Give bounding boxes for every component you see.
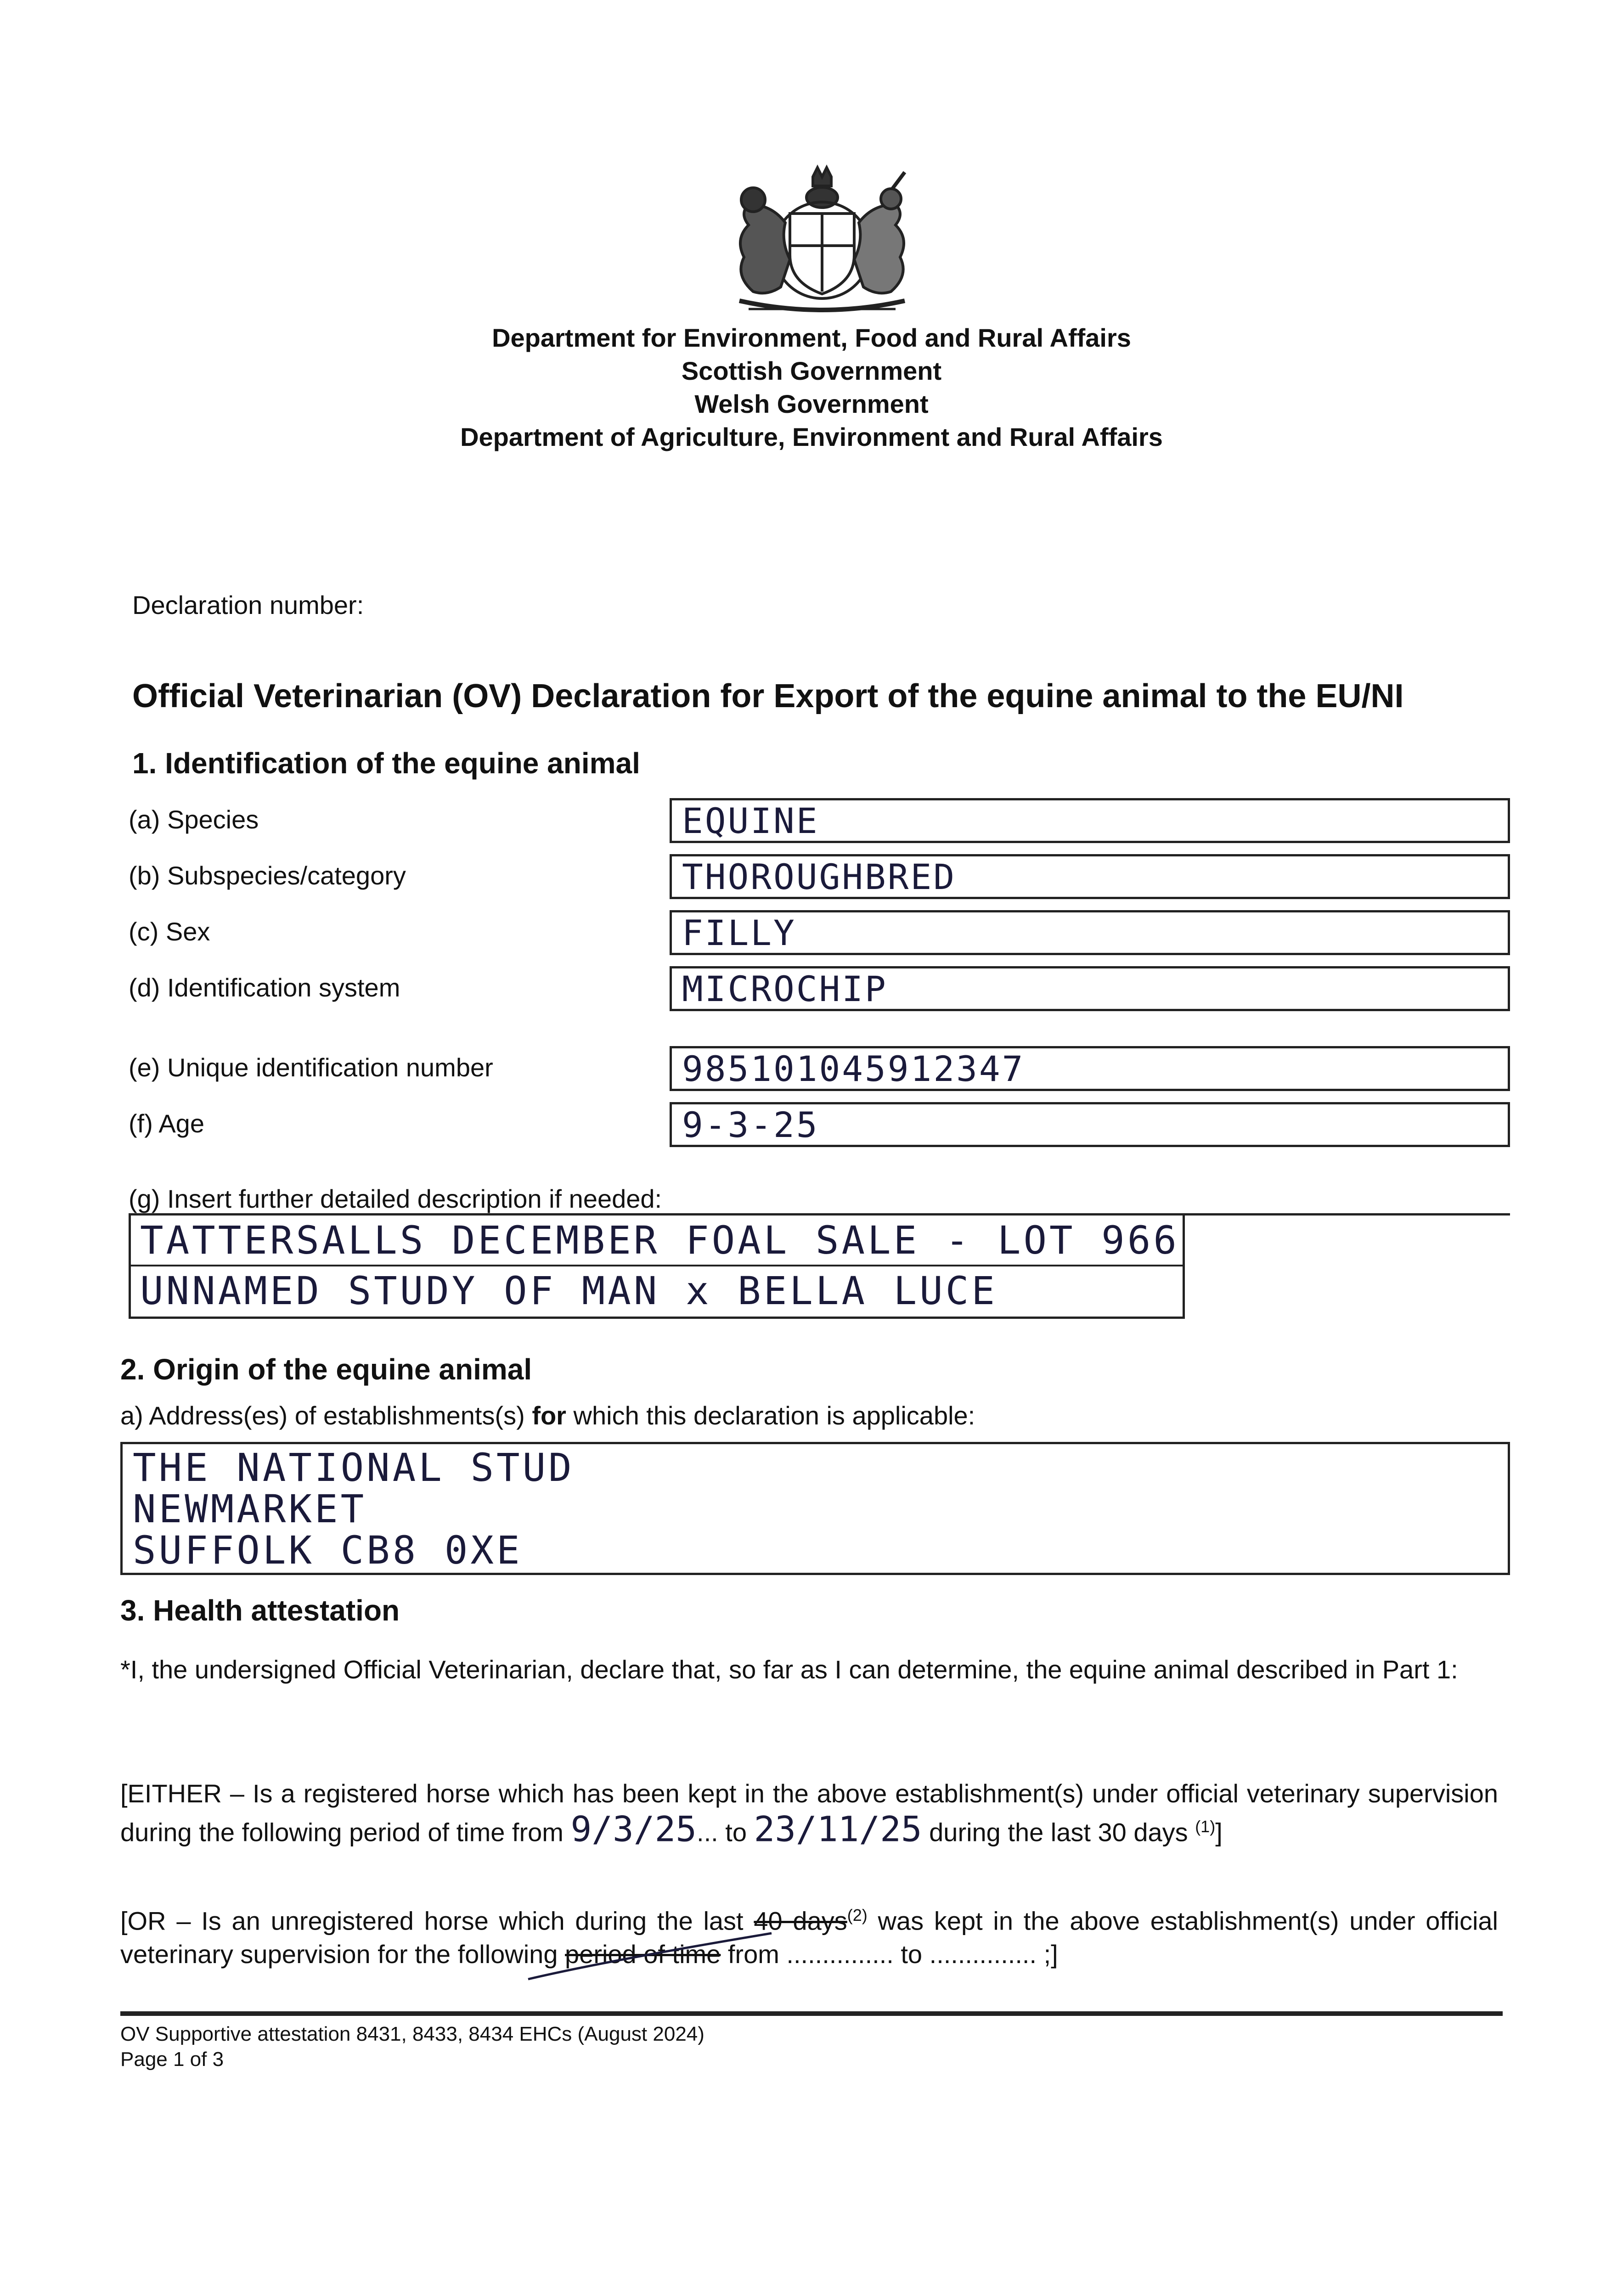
address-line-1: THE NATIONAL STUD xyxy=(133,1445,575,1490)
sex-field[interactable]: FILLY xyxy=(670,910,1510,955)
organisation-name-scottish-gov: Scottish Government xyxy=(681,356,942,385)
struck-40-days: 40 days xyxy=(754,1906,847,1936)
identification-system-label: (d) Identification system xyxy=(129,973,400,1002)
unique-id-field[interactable]: 985101045912347 xyxy=(670,1046,1510,1091)
address-line-3: SUFFOLK CB8 0XE xyxy=(133,1528,523,1573)
or-statement: [OR – Is an unregistered horse which during the last 40 days$^{(2)}$ was kept in the above establishment(s) under official veterinary supervision for the following period of time from ............... to ............... ;] xyxy=(120,1906,1499,1969)
subspecies-field[interactable]: THOROUGHBRED xyxy=(670,854,1510,899)
either-from-date[interactable]: 9/3/25 xyxy=(570,1808,697,1850)
age-field[interactable]: 9-3-25 xyxy=(670,1102,1510,1147)
subspecies-label: (b) Subspecies/category xyxy=(129,861,406,890)
footer-page-number: Page 1 of 3 xyxy=(120,2048,224,2071)
species-label: (a) Species xyxy=(129,805,259,834)
royal-coat-of-arms-icon xyxy=(721,163,923,319)
struck-period-of-time: period of time xyxy=(565,1939,721,1969)
identification-system-field[interactable]: MICROCHIP xyxy=(670,966,1510,1011)
strike-through-scribble-icon xyxy=(514,1919,790,1988)
organisation-name-defra: Department for Environment, Food and Rural Affairs xyxy=(492,323,1131,352)
organisation-name-welsh-gov: Welsh Government xyxy=(694,389,929,418)
further-description-line-2: UNNAMED STUDY OF MAN x BELLA LUCE xyxy=(140,1268,997,1313)
age-label: (f) Age xyxy=(129,1109,204,1138)
section-2-heading: 2. Origin of the equine animal xyxy=(120,1353,532,1386)
health-attestation-intro: *I, the undersigned Official Veterinarian, declare that, so far as I can determine, the equine animal described in Part 1: xyxy=(120,1655,1458,1684)
address-line-2: NEWMARKET xyxy=(133,1486,367,1531)
organisation-name-daera: Department of Agriculture, Environment and Rural Affairs xyxy=(460,422,1163,451)
sex-label: (c) Sex xyxy=(129,917,210,946)
further-description-box[interactable] xyxy=(129,1213,1185,1319)
species-field[interactable]: EQUINE xyxy=(670,798,1510,843)
address-label: a) Address(es) of establishments(s) for which this declaration is applicable: xyxy=(120,1401,975,1430)
further-description-mid-rule xyxy=(131,1265,1185,1266)
page-title: Official Veterinarian (OV) Declaration for Export of the equine animal to the EU/NI xyxy=(132,678,1404,715)
further-description-line-1: TATTERSALLS DECEMBER FOAL SALE - LOT 966 xyxy=(140,1218,1179,1263)
footer-form-reference: OV Supportive attestation 8431, 8433, 8434 EHCs (August 2024) xyxy=(120,2023,704,2045)
unique-id-label: (e) Unique identification number xyxy=(129,1053,493,1082)
section-3-heading: 3. Health attestation xyxy=(120,1594,400,1627)
further-description-label: (g) Insert further detailed description if needed: xyxy=(129,1184,662,1213)
establishment-address-box[interactable] xyxy=(120,1442,1510,1575)
footer-rule xyxy=(120,2011,1503,2016)
section-1-heading: 1. Identification of the equine animal xyxy=(132,747,640,780)
declaration-number-label: Declaration number: xyxy=(132,591,364,619)
either-statement: [EITHER – Is a registered horse which has been kept in the above establishment(s) under official veterinary supervision during the following period of time from 9/3/25... to 23/11/25 during the last 30 days $^{(1)}$] xyxy=(120,1779,1498,1850)
either-to-date[interactable]: 23/11/25 xyxy=(754,1808,922,1850)
